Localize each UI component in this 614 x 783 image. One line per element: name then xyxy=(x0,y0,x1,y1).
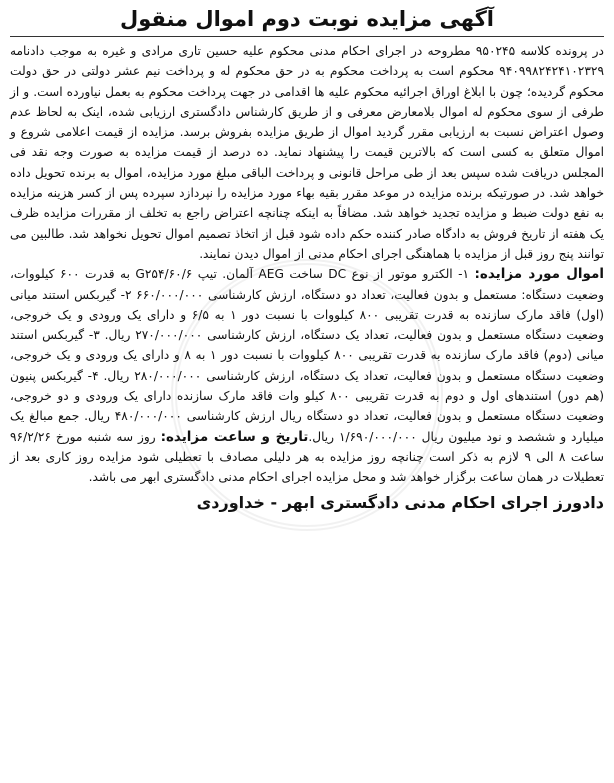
items-label: اموال مورد مزایده: xyxy=(474,266,604,283)
notice-signature: دادورز اجرای احکام مدنی دادگستری ابهر - خداوردی xyxy=(196,492,604,512)
notice-title: آگهی مزایده نوبت دوم اموال منقول xyxy=(10,6,604,37)
notice-paragraph-items xyxy=(10,264,604,487)
notice-body xyxy=(10,41,604,488)
notice-paragraph-intro: در پرونده کلاسه ۹۵۰۲۴۵ مطروحه در اجرای احکام مدنی محکوم علیه حسین تاری مرادی و غیره به موجب دادنامه ۹۴۰۹۹۸۲۴۲۴۱۰۲۳۲۹ محکوم است به پرداخت محکوم به در حق محکوم له و پرداخت نیم عشر دولتی در حق دولت محکوم گردیده؛ چون با ابلاغ اوراق اجرائیه محکوم علیه ها اقدامی در جهت پرداخت محکوم به بعمل نیاورده است. و از طرفی از سوی محکوم له اموال بلامعارض معرفی و از طریق کارشناس دادگستری ارزیابی شده، اینک به لحاظ عدم وصول اعتراض نسبت به ارزیابی مقرر گردید اموال از طریق مزایده بفروش برسد. مزایده از قیمت اعلامی شروع و اموال متعلق به کسی است که بالاترین قیمت را پیشنهاد نماید. ده درصد از قیمت مزایده به صورت وجه نقد فی المجلس دریافت شده سپس بعد از طی مراحل قانونی و پرداخت الباقی مبلغ مورد مزایده، اموال به برنده تحویل داده خواهد شد. در صورتیکه برنده مزایده در موعد مقرر بقیه بهاء مورد مزایده را نپردازد سپرده پس از کسر هزینه مزایده به نفع دولت ضبط و مزایده تجدید خواهد شد. مضافاً به اینکه چنانچه اعتراض راجع به تخلف از مقررات مزایده ظرف یک هفته از تاریخ فروش به دادگاه صادر کننده حکم داده شود قبل از اتخاذ تصمیم اموال تحویل نخواهد شد. طالبین می توانند پنج روز قبل از مزایده با هماهنگی اجرای احکام مدنی از اموال دیدن نمایند. xyxy=(10,44,604,261)
auction-notice xyxy=(0,6,614,783)
date-text: روز سه شنبه مورخ ۹۶/۲/۲۶ ساعت ۸ الی ۹ لازم به ذکر است چنانچه روز مزایده به هر دلیلی مصادف با تعطیلی شود مزایده روز کاری بعد از تعطیلات در همان ساعت برگزار خواهد شد و محل مزایده اجرای احکام مدنی دادگستری ابهر می باشد. xyxy=(10,429,604,485)
date-label: تاریخ و ساعت مزایده: xyxy=(160,428,309,445)
items-text: ۱- الکترو موتور از نوع DC ساخت AEG آلمان. تیپ G۲۵۴/۶۰/۶ به قدرت ۶۰۰ کیلووات، وضعیت دستگاه: مستعمل و بدون فعالیت، تعداد دو دستگاه، ارزش کارشناسی ۶۶۰/۰۰۰/۰۰۰ ۲- گیربکس استند میانی (اول) فاقد مارک سازنده به قدرت تقریبی ۸۰۰ کیلووات با نسبت دور ۱ به ۶/۵ و دارای یک ورودی و یک خروجی، وضعیت دستگاه مستعمل و بدون فعالیت، تعداد یک دستگاه، ارزش کارشناسی ۲۷۰/۰۰۰/۰۰۰ ریال. ۳- گیربکس استند میانی (دوم) فاقد مارک سازنده به قدرت تقریبی ۸۰۰ کیلووات با نسبت دور ۱ به ۸ و دارای یک ورودی و یک خروجی، وضعیت دستگاه مستعمل و بدون فعالیت، تعداد یک دستگاه، ارزش کارشناسی ۲۸۰/۰۰۰/۰۰۰ ریال. ۴- گیربکس پنیون (هم دور) استندهای اول و دوم به قدرت تقریبی ۸۰۰ کیلو وات فاقد مارک سازنده دارای یک ورودی و دو خروجی، وضعیت دستگاه مستعمل و بدون فعالیت، تعداد دو دستگاه ریال ارزش کارشناسی ۴۸۰/۰۰۰/۰۰۰ ریال. جمع مبالغ یک میلیارد و ششصد و نود میلیون ریال ۱/۶۹۰/۰۰۰/۰۰۰ ریال. xyxy=(10,267,605,444)
